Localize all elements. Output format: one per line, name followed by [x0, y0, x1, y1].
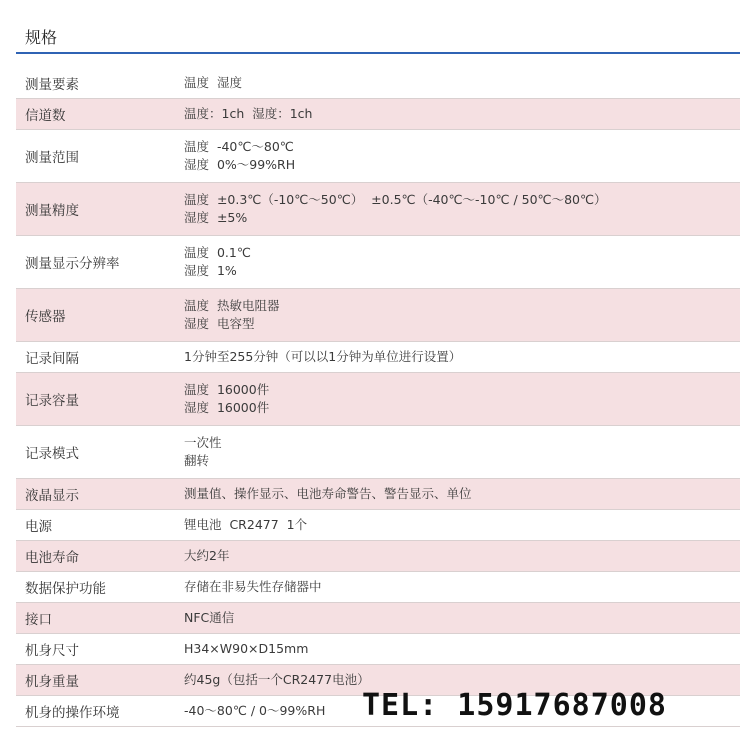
- spec-label: 记录间隔: [25, 351, 79, 367]
- spec-value-line: 温度 热敏电阻器: [184, 298, 280, 313]
- spec-value-line: -40～80℃ / 0～99%RH: [184, 703, 326, 718]
- spec-value: [184, 671, 740, 689]
- spec-row: [16, 236, 740, 289]
- spec-value: [184, 74, 740, 92]
- spec-label: 数据保护功能: [25, 581, 106, 597]
- spec-label: 接口: [25, 612, 52, 628]
- spec-label: 测量范围: [25, 150, 79, 166]
- spec-value-line: 湿度 电容型: [184, 316, 255, 331]
- spec-value: [184, 138, 740, 174]
- spec-label: 机身的操作环境: [25, 705, 120, 721]
- spec-value-line: 大约2年: [184, 548, 230, 563]
- spec-value-line: 温度 -40℃～80℃: [184, 139, 294, 154]
- spec-label: 测量显示分辨率: [25, 256, 120, 272]
- spec-label: 机身重量: [25, 674, 79, 690]
- spec-value-line: 存储在非易失性存储器中: [184, 579, 322, 594]
- spec-value: [184, 244, 740, 280]
- spec-row: [16, 342, 740, 373]
- spec-value-line: H34×W90×D15mm: [184, 641, 309, 656]
- spec-row: [16, 99, 740, 130]
- spec-row: [16, 510, 740, 541]
- spec-value-line: 温度：1ch 湿度：1ch: [184, 106, 313, 121]
- spec-value-line: 温度 ±0.3℃（-10℃～50℃） ±0.5℃（-40℃～-10℃ / 50℃～80℃）: [184, 192, 607, 207]
- spec-table: [16, 68, 740, 727]
- spec-value-line: 1分钟至255分钟（可以以1分钟为单位进行设置）: [184, 349, 462, 364]
- spec-value: [184, 348, 740, 366]
- spec-value-line: 翻转: [184, 453, 210, 468]
- spec-label: 信道数: [25, 108, 66, 124]
- spec-label: 记录模式: [25, 446, 79, 462]
- spec-value: [184, 434, 740, 470]
- spec-row: [16, 603, 740, 634]
- spec-row: [16, 634, 740, 665]
- tel-watermark: TEL: 15917687008: [362, 688, 667, 723]
- spec-value: [184, 485, 740, 503]
- spec-row: [16, 479, 740, 510]
- spec-label: 机身尺寸: [25, 643, 79, 659]
- spec-value-line: 约45g（包括一个CR2477电池）: [184, 672, 370, 687]
- spec-value-line: 温度 湿度: [184, 75, 242, 90]
- spec-value-line: 湿度 1%: [184, 263, 237, 278]
- spec-value-line: 温度 16000件: [184, 382, 270, 397]
- spec-label: 传感器: [25, 309, 66, 325]
- spec-value-line: 湿度 0%～99%RH: [184, 157, 296, 172]
- spec-label: 测量要素: [25, 77, 79, 93]
- spec-value-line: 湿度 16000件: [184, 400, 270, 415]
- spec-row: [16, 183, 740, 236]
- spec-row: [16, 572, 740, 603]
- section-header: [16, 22, 740, 54]
- spec-value: [184, 640, 740, 658]
- spec-value: [184, 516, 740, 534]
- spec-label: 电源: [25, 519, 52, 535]
- spec-row: [16, 68, 740, 99]
- spec-value-line: 湿度 ±5%: [184, 210, 248, 225]
- spec-label: 液晶显示: [25, 488, 79, 504]
- spec-value: [184, 297, 740, 333]
- spec-label: 电池寿命: [25, 550, 79, 566]
- spec-value-line: 一次性: [184, 435, 222, 450]
- spec-value: [184, 191, 740, 227]
- spec-value-line: NFC通信: [184, 610, 235, 625]
- spec-value: [184, 381, 740, 417]
- spec-label: 记录容量: [25, 393, 79, 409]
- spec-row: [16, 373, 740, 426]
- spec-value: [184, 578, 740, 596]
- spec-value-line: 温度 0.1℃: [184, 245, 251, 260]
- spec-value: [184, 609, 740, 627]
- spec-row: [16, 289, 740, 342]
- spec-row: [16, 426, 740, 479]
- spec-value-line: 测量值、操作显示、电池寿命警告、警告显示、单位: [184, 486, 472, 501]
- spec-value: [184, 547, 740, 565]
- spec-value-line: 锂电池 CR2477 1个: [184, 517, 308, 532]
- spec-value: [184, 105, 740, 123]
- spec-row: [16, 541, 740, 572]
- section-title: 规格: [25, 28, 58, 47]
- spec-row: [16, 130, 740, 183]
- spec-label: 测量精度: [25, 203, 79, 219]
